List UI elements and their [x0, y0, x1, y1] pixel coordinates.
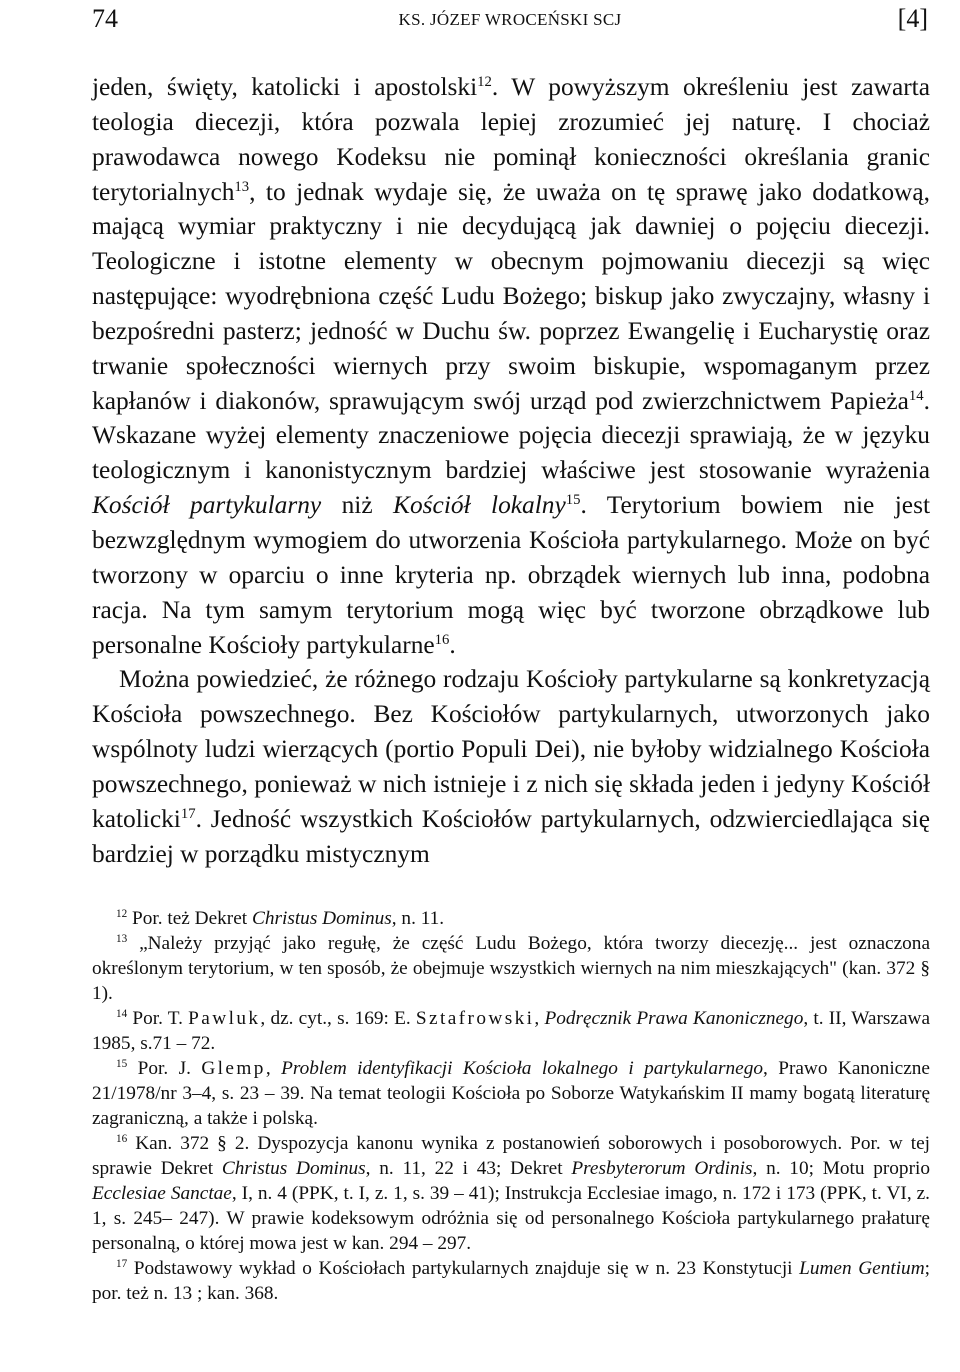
italic-title: Presbyterorum Ordinis [571, 1158, 753, 1179]
note-text: „Należy przyjąć jako regułę, że część Ludu Bożego, która tworzy diecezję... jest oznaczona określonym terytorium, w ten sposób, że obejmuje wszystkich wiernych na nim mieszkających" (kan. 372 § 1). [92, 933, 930, 1004]
note-text: , n. 10; Motu proprio [752, 1158, 930, 1179]
note-text: , t. II, Warszawa 1985, s.71 – 72. [92, 1008, 931, 1054]
italic-term: Kościół lokalny [393, 491, 566, 520]
note-text: , [265, 1058, 282, 1079]
note-text: , [534, 1008, 545, 1029]
note-text: Kan. 372 § 2. Dyspozycja kanonu wynika z postanowień soborowych i posoborowych. Por. w tej sprawie Dekret [92, 1133, 930, 1179]
note-text: Por. J. [127, 1058, 202, 1079]
italic-title: Christus Dominus [221, 1158, 366, 1179]
text-run: . [449, 630, 456, 659]
footnote-15 [92, 1056, 930, 1131]
note-text: Podstawowy wykład o Kościołach partykularnych znajduje się w n. 23 Konstytucji [127, 1258, 800, 1279]
note-text: , dz. cyt., s. 169: E. [260, 1008, 416, 1029]
footnote-17 [92, 1256, 930, 1306]
footnote-number: 12 [116, 908, 128, 921]
footnote-number: 16 [116, 1133, 128, 1146]
note-text: , n. 11, 22 i 43; Dekret [365, 1158, 572, 1179]
footnote-ref-17[interactable]: 17 [180, 805, 196, 822]
footnote-ref-13[interactable]: 13 [234, 178, 250, 195]
footnote-ref-15[interactable]: 15 [565, 492, 581, 508]
footnote-ref-14[interactable]: 14 [908, 387, 924, 404]
author-name: Pawluk [188, 1008, 261, 1029]
footnote-ref-12[interactable]: 12 [477, 73, 492, 90]
footnote-14 [92, 1006, 930, 1056]
italic-title: Ecclesiae Sanctae [92, 1183, 232, 1204]
text-run: . Terytorium bowiem nie jest bezwzględnym wymogiem do utworzenia Kościoła partykularnego. Może on być tworzony w oparciu o inne kryteria np. obrządek wiernych lub inna, podobna racja. Na tym samym terytorium mogą więc być tworzone obrządkowe lub personalne Kościoły partykularne [92, 491, 931, 659]
text-run: niż [321, 491, 394, 520]
footnote-ref-16[interactable]: 16 [434, 631, 450, 648]
italic-term: Kościół partykularny [92, 491, 322, 520]
text-run: . Wskazane wyżej elementy znaczeniowe pojęcia diecezji sprawiają, że w języku teologicznym i kanonistycznym bardziej właściwe jest stosowanie wyrażenia [92, 386, 930, 485]
text-run: , to jednak wydaje się, że uważa on tę sprawę jako dodatkową, mającą wymiar praktyczny i nie decydującą jak dawniej o pojęciu diecezji. Teologiczne i istotne elementy w obecnym pojmowaniu diecezji są więc następujące: wyodrębniona część Ludu Bożego; biskup jako zwyczajny, własny i bezpośredni pasterz; jedność w Duchu św. poprzez Ewangelię i Eucharystię oraz trwanie społeczności wiernych przy swoim biskupie, wspomaganym przez kapłanów i diakonów, sprawującym swój urząd pod zwierzchnictwem Papieża [92, 177, 930, 415]
italic-title: Podręcznik Prawa Kanonicznego [544, 1008, 804, 1029]
author-name: Sztafrowski [415, 1008, 535, 1029]
italic-title: Christus Dominus [251, 908, 392, 929]
footnote-13 [92, 931, 930, 1006]
italic-title: Problem identyfikacji Kościoła lokalnego i partykularnego [281, 1058, 763, 1079]
footnote-number: 17 [116, 1258, 128, 1271]
note-text: , Prawo Kanoniczne 21/1978/nr 3–4, s. 23 – 39. Na temat teologii Kościoła po Soborze Watykańskim II mamy bogatą literaturę zagraniczną, a także i polską. [92, 1058, 930, 1129]
footnote-12 [92, 906, 930, 931]
note-text: , n. 11. [391, 908, 445, 929]
page-header [92, 4, 928, 44]
section-tag: [4] [897, 4, 928, 33]
note-text: ; por. też n. 13 ; kan. 368. [92, 1258, 930, 1304]
text-run: . Jedność wszystkich Kościołów partykularnych, odzwierciedlająca się bardziej w porządku mistycznym [92, 804, 930, 868]
main-text [92, 70, 930, 871]
note-text: Por. też Dekret [127, 908, 252, 929]
text-run: . W powyższym określeniu jest zawarta teologia diecezji, która pozwala lepiej zrozumieć jej naturę. I chociaż prawodawca nowego Kodeksu nie pominął konieczności określania granic terytorialnych [92, 73, 930, 206]
running-head: KS. JÓZEF WROCEŃSKI SCJ [398, 10, 622, 29]
note-text: Por. T. [127, 1008, 189, 1029]
paragraph-1 [92, 70, 930, 662]
footnote-number: 13 [116, 933, 128, 946]
text-run: jeden, święty, katolicki i apostolski [92, 73, 478, 101]
paragraph-2 [92, 662, 930, 871]
page-number: 74 [92, 4, 118, 33]
footnote-number: 15 [116, 1058, 128, 1071]
italic-title: Lumen Gentium [799, 1258, 925, 1279]
note-text: , I, n. 4 (PPK, t. I, z. 1, s. 39 – 41); Instrukcja Ecclesiae imago, n. 172 i 173 (PPK, t. VI, z. 1, s. 245– 247). W prawie kodeksowym odróżnia się od personalnego Kościoła partykularnego prałaturę personalną, o której mowa jest w kan. 294 – 297. [92, 1183, 930, 1254]
footnote-16 [92, 1131, 930, 1256]
footnotes [92, 906, 930, 1306]
text-run: Można powiedzieć, że różnego rodzaju Kościoły partykularne są konkretyzacją Kościoła powszechnego. Bez Kościołów partykularnych, utworzonych jako wspólnoty ludzi wierzących (portio Populi Dei), nie byłoby widzialnego Kościoła powszechnego, ponieważ w nich istnieje i z nich się składa jeden i jedyny Kościół katolicki [92, 665, 930, 833]
author-name: Glemp [201, 1058, 266, 1079]
footnote-number: 14 [116, 1008, 128, 1021]
